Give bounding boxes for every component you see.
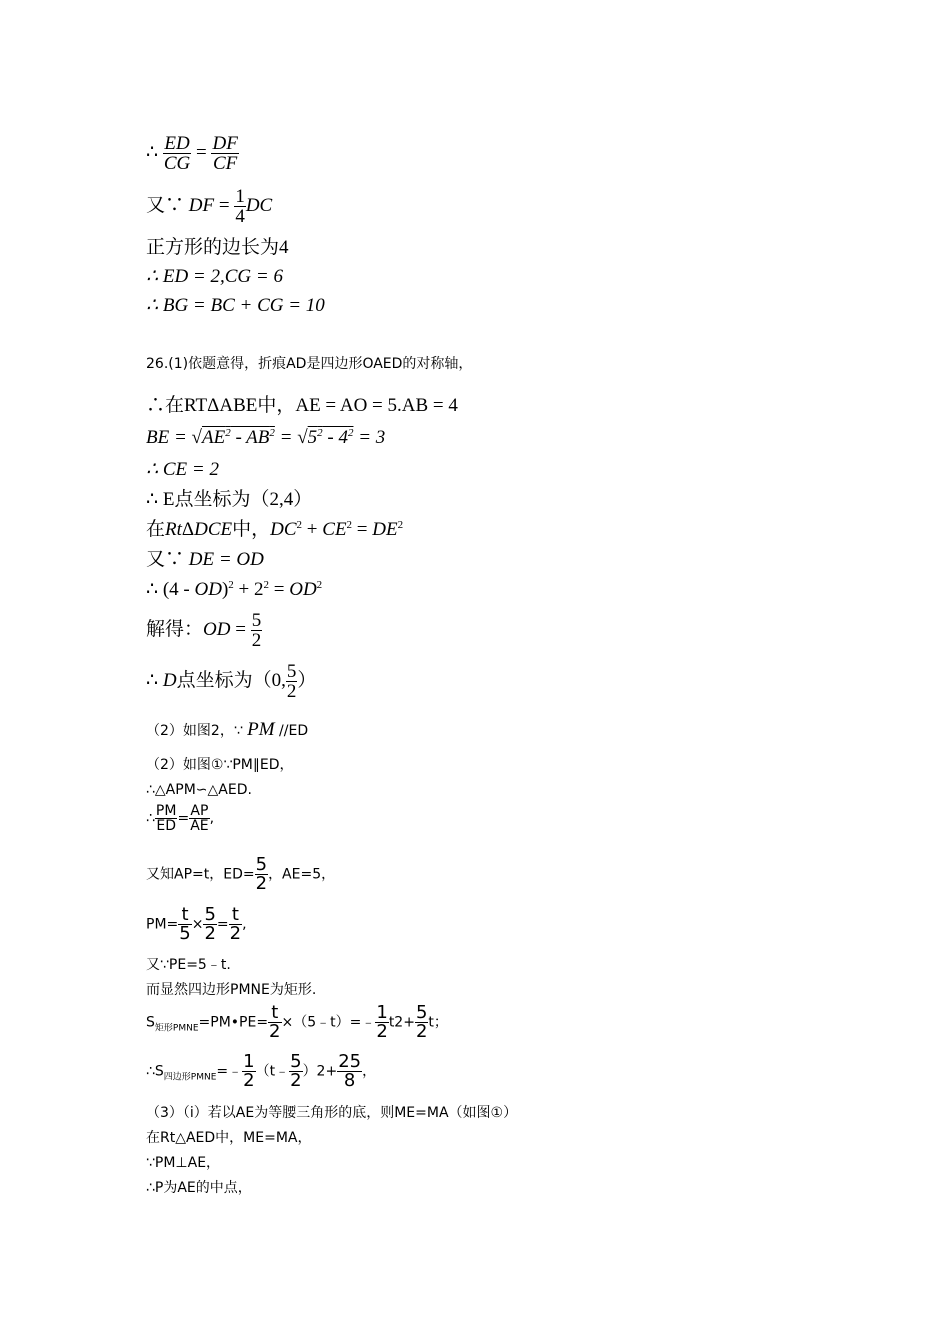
line-area-vertex-form: $\therefore S_{四边形PMNE}=﹣$ $\frac{1}{2}$ （t﹣ $\frac{5}{2}$ ）2+ $\frac{25}{8}$ ， — [146, 1051, 377, 1091]
line-pm-value: PM= $\frac{t}{5}$ × $\frac{5}{2}$ = $\frac{t}{2}$ , — [146, 904, 247, 944]
line-rt-dce: 在RtΔDCE中，$DC^2 + CE^2 = DE^2$ — [146, 519, 404, 540]
line-area-rectangle: $S_{矩形PMNE}=PM•PE=$ $\frac{t}{2}$ ×（5﹣t）=﹣ $\frac{1}{2}$ t2+ $\frac{5}{2}$ t； — [146, 1002, 448, 1042]
line-bg-value: ∴ BG = BC + CG = 10 — [146, 295, 325, 316]
line-given-ap-ed-ae: 又知AP=t，ED= $\frac{5}{2}$ ，AE=5， — [146, 854, 336, 894]
line-rt-abe: ∴在RTΔABE中，AE = AO = 5.AB = 4 — [146, 395, 458, 416]
line-pm-perp-ae: ∵PM⊥AE， — [146, 1155, 221, 1171]
line-be-sqrt: BE = $√AE^2 - AB^2 = √5^2 - 4^2 = 3$ — [146, 427, 386, 448]
line-ed-cg-values: ∴ ED = 2,CG = 6 — [146, 266, 283, 287]
line-fig1-pm-ed: （2）如图①∵PM∥ED， — [146, 757, 294, 773]
line-df-quarter-dc: 又∵ DF = $\frac{1}{4}$ DC — [146, 186, 273, 227]
line-ed-cg-ratio: ∴ $\frac{ED}{CG}$ = $\frac{DF}{CF}$ — [146, 133, 238, 174]
line-fig2-pm-ed: （2）如图2，∵ PM //ED — [146, 719, 309, 740]
line-equation-od: ∴ $(4 - OD)^2 + 2^2 = OD^2$ — [146, 579, 323, 600]
problem-26-intro: 26.(1)依题意得，折痕AD是四边形OAED的对称轴， — [146, 356, 473, 372]
line-square-side: 正方形的边长为4 — [146, 237, 289, 258]
line-ce-value: ∴ CE = 2 — [146, 459, 219, 480]
line-rectangle-pmne: 而显然四边形PMNE为矩形. — [146, 982, 317, 998]
line-similar-triangles: ∴△APM∽△AED. — [146, 782, 252, 798]
line-pe-value: 又∵PE=5﹣t. — [146, 957, 231, 973]
line-ratio-pm-ed: ∴ $\frac{PM}{ED}$ = $\frac{AP}{AE}$ , — [146, 803, 215, 834]
line-d-coordinates: ∴ D点坐标为（0, $\frac{5}{2}$ ） — [146, 661, 317, 702]
line-solve-od: 解得：OD = $\frac{5}{2}$ — [146, 610, 262, 651]
line-de-eq-od: 又∵ DE = OD — [146, 549, 264, 570]
line-rt-aed: 在Rt△AED中，ME=MA， — [146, 1130, 312, 1146]
line-e-coordinates: ∴ E点坐标为（2,4） — [146, 489, 313, 510]
line-p-midpoint: ∴P为AE的中点， — [146, 1180, 252, 1196]
line-part3-isosceles: （3）（i）若以AE为等腰三角形的底，则ME=MA（如图①） — [146, 1105, 518, 1121]
